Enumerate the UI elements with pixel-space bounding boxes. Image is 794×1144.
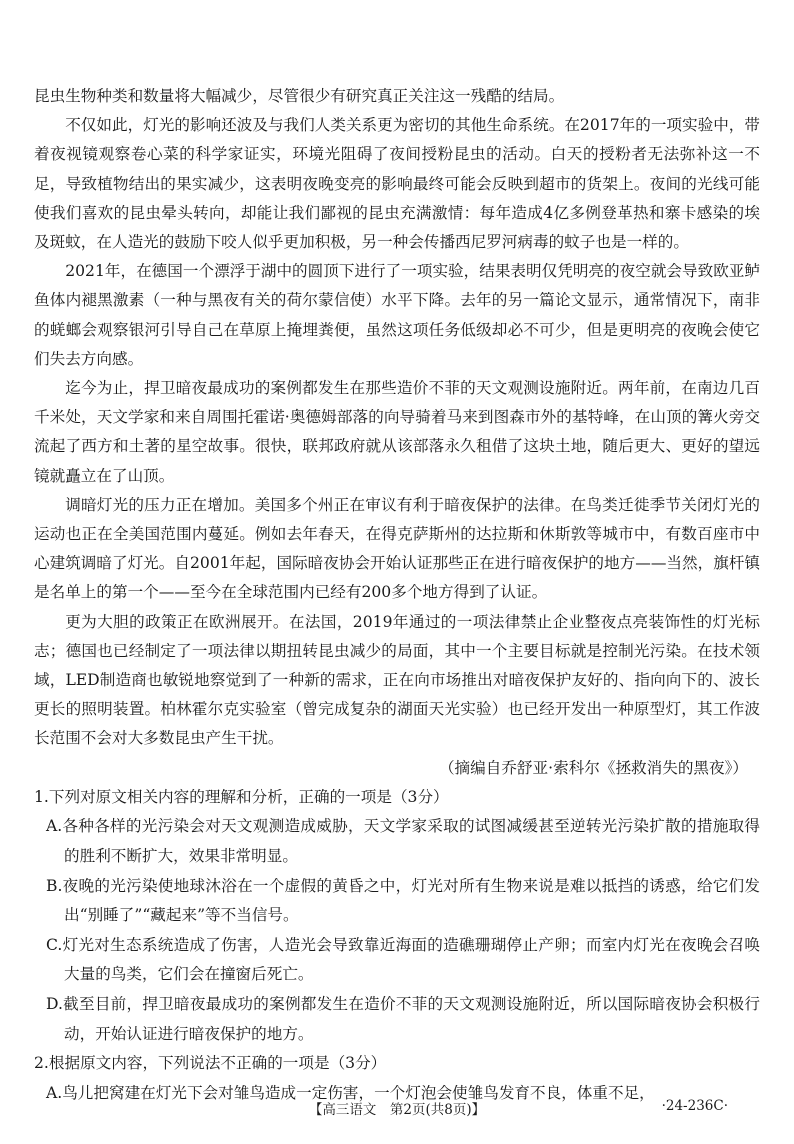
paragraph-pollination: 不仅如此，灯光的影响还波及与我们人类关系更为密切的其他生命系统。在2017年的一项实验中，带着夜视镜观察卷心菜的科学家证实，环境光阻碍了夜间授粉昆虫的活动。白天的授粉者无法弥补这一不足，导致植物结出的果实减少，这表明夜晚变亮的影响最终可能会反映到超市的货架上。夜间的光线可能使我们喜欢的昆虫晕头转向，却能让我们鄙视的昆虫充满激情：每年造成4亿多例登革热和寨卡感染的埃及斑蚊，在人造光的鼓励下咬人似乎更加积极，另一种会传播西尼罗河病毒的蚊子也是一样的。: [34, 116, 760, 252]
question-1-option-a: A.各种各样的光污染会对天文观测造成威胁，天文学家采取的试图减缓甚至逆转光污染扩散的措施取得的胜利不断扩大，效果非常明显。: [46, 817, 760, 866]
paragraph-dimming-pressure: 调暗灯光的压力正在增加。美国多个州正在审议有利于暗夜保护的法律。在鸟类迁徙季节关闭灯光的运动也正在全美国范围内蔓延。例如去年春天，在得克萨斯州的达拉斯和休斯敦等城市中，有数百座市中心建筑调暗了灯光。自2001年起，国际暗夜协会开始认证那些正在进行暗夜保护的地方——当然，旗杆镇是名单上的第一个——至今在全球范围内已经有200多个地方得到了认证。: [34, 495, 760, 602]
paragraph-continuation: 昆虫生物种类和数量将大幅减少，尽管很少有研究真正关注这一残酷的结局。: [34, 87, 565, 105]
question-2-stem: 2.根据原文内容，下列说法不正确的一项是（3分）: [34, 1054, 387, 1073]
question-2-option-a: A.鸟儿把窝建在灯光下会对雏鸟造成一定伤害，一个灯泡会使雏鸟发育不良，体重不足，: [46, 1083, 655, 1102]
question-1-stem: 1.下列对原文相关内容的理解和分析，正确的一项是（3分）: [34, 787, 449, 806]
source-citation: （摘编自乔舒亚·索科尔《拯救消失的黑夜》）: [438, 758, 748, 777]
footer-exam-code: ·24-236C·: [661, 1098, 728, 1114]
question-1: [34, 783, 760, 1049]
question-1-option-c: C.灯光对生态系统造成了伤害，人造光会导致靠近海面的造礁珊瑚停止产卵；而室内灯光在夜晚会召唤大量的鸟类，它们会在撞窗后死亡。: [46, 935, 760, 984]
question-1-option-d: D.截至目前，捍卫暗夜最成功的案例都发生在造价不菲的天文观测设施附近，所以国际暗夜协会积极行动，开始认证进行暗夜保护的地方。: [46, 995, 760, 1043]
page-footer: [0, 1098, 794, 1122]
paragraph-europe-policy: 更为大胆的政策正在欧洲展开。在法国，2019年通过的一项法律禁止企业整夜点亮装饰性的灯光标志；德国也已经制定了一项法律以期扭转昆虫减少的局面，其中一个主要目标就是控制光污染。在技术领域，LED制造商也敏锐地察觉到了一种新的需求，正在向市场推出对暗夜保护友好的、指向向下的、波长更长的照明装置。柏林霍尔克实验室（曾完成复杂的湖面天光实验）也已经开发出一种原型灯，其工作波长范围不会对大多数昆虫产生干扰。: [34, 612, 760, 748]
footer-page-label: 【高三语文 第2页(共8页)】: [308, 1102, 486, 1118]
question-1-option-b: B.夜晚的光污染使地球沐浴在一个虚假的黄昏之中，灯光对所有生物来说是难以抵挡的诱惑，给它们发出“别睡了”“藏起来”等不当信号。: [46, 876, 760, 925]
paragraph-dark-sky-success: 迄今为止，捍卫暗夜最成功的案例都发生在那些造价不菲的天文观测设施附近。两年前，在南边几百千米处，天文学家和来自周围托霍诺·奥德姆部落的向导骑着马来到图森市外的基特峰，在山顶的篝火旁交流起了西方和土著的星空故事。很快，联邦政府就从该部落永久租借了这块土地，随后更大、更好的望远镜就矗立在了山顶。: [34, 379, 760, 485]
paragraph-experiment-2021: 2021年，在德国一个漂浮于湖中的圆顶下进行了一项实验，结果表明仅凭明亮的夜空就会导致欧亚鲈鱼体内褪黑激素（一种与黑夜有关的荷尔蒙信使）水平下降。去年的另一篇论文显示，通常情况下，南非的蜣螂会观察银河引导自己在草原上掩埋粪便，虽然这项任务低级却必不可少，但是更明亮的夜晚会使它们失去方向感。: [34, 262, 760, 368]
document-body: [34, 82, 760, 1108]
